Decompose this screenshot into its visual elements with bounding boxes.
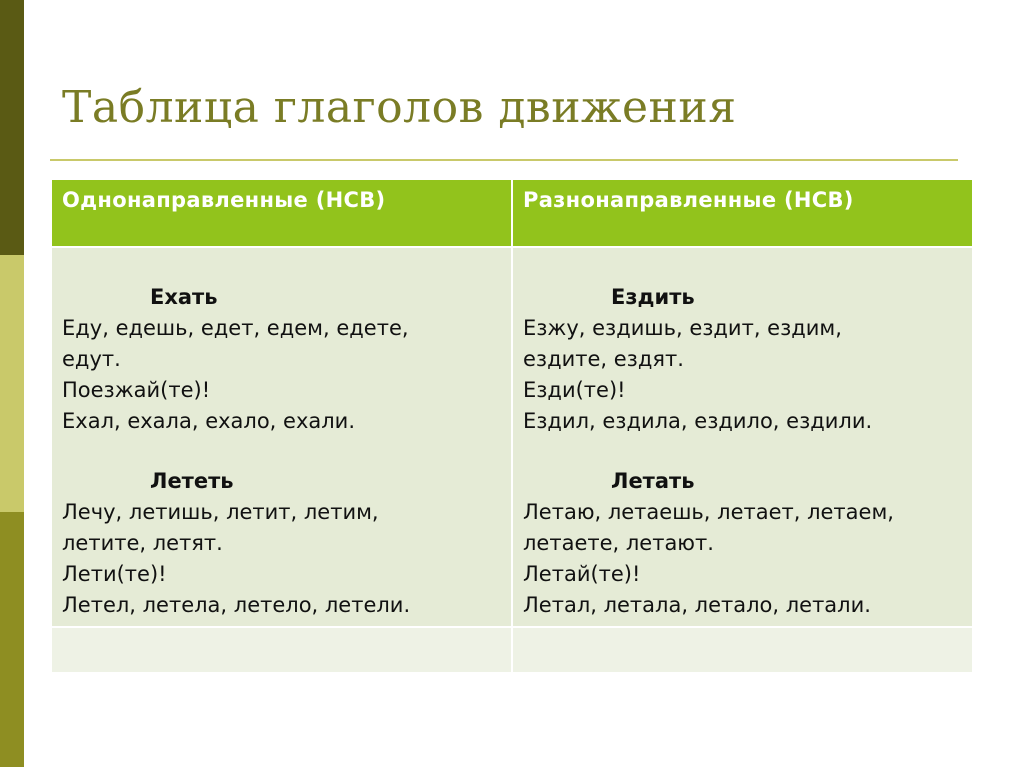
verbs-table <box>50 178 974 674</box>
title-underline <box>50 159 958 161</box>
side-bar-segment-middle <box>0 255 24 512</box>
side-bar-segment-bottom <box>0 512 24 767</box>
verb-line: Лети(те)! <box>62 562 167 586</box>
empty-cell-right <box>512 627 973 673</box>
verb-line: Летел, летела, летело, летели. <box>62 593 411 617</box>
verb-line: Летай(те)! <box>523 562 641 586</box>
verb-heading: Летать <box>611 469 695 493</box>
verb-line: Еду, едешь, едет, едем, едете, <box>62 316 409 340</box>
table-row-empty <box>51 627 973 673</box>
verb-heading: Лететь <box>150 469 234 493</box>
verb-block-ezdit <box>523 282 972 437</box>
empty-cell-left <box>51 627 512 673</box>
verb-block-letet <box>62 466 511 621</box>
verb-line: летите, летят. <box>62 531 223 555</box>
verb-line: ездите, ездят. <box>523 347 684 371</box>
header-unidirectional: Однонаправленные (НСВ) <box>51 179 512 247</box>
verb-line: Поезжай(те)! <box>62 378 211 402</box>
verb-line: Ездил, ездила, ездило, ездили. <box>523 409 873 433</box>
verb-line: Летал, летала, летало, летали. <box>523 593 871 617</box>
side-accent-bar <box>0 0 24 767</box>
verb-line: Езди(те)! <box>523 378 626 402</box>
verb-line: Ехал, ехала, ехало, ехали. <box>62 409 355 433</box>
verb-line: Езжу, ездишь, ездит, ездим, <box>523 316 842 340</box>
verb-line: Летаю, летаешь, летает, летаем, <box>523 500 894 524</box>
verb-line: летаете, летают. <box>523 531 714 555</box>
verb-line: Лечу, летишь, летит, летим, <box>62 500 379 524</box>
table-row <box>51 247 973 627</box>
verb-heading: Ездить <box>611 285 695 309</box>
table-header-row <box>51 179 973 247</box>
verb-block-ekhat <box>62 282 511 437</box>
slide-title: Таблица глаголов движения <box>62 82 737 133</box>
header-multidirectional: Разнонаправленные (НСВ) <box>512 179 973 247</box>
verb-line: едут. <box>62 347 121 371</box>
cell-multidirectional <box>512 247 973 627</box>
side-bar-segment-top <box>0 0 24 255</box>
verb-heading: Ехать <box>150 285 218 309</box>
verb-block-letat <box>523 466 972 621</box>
cell-unidirectional <box>51 247 512 627</box>
